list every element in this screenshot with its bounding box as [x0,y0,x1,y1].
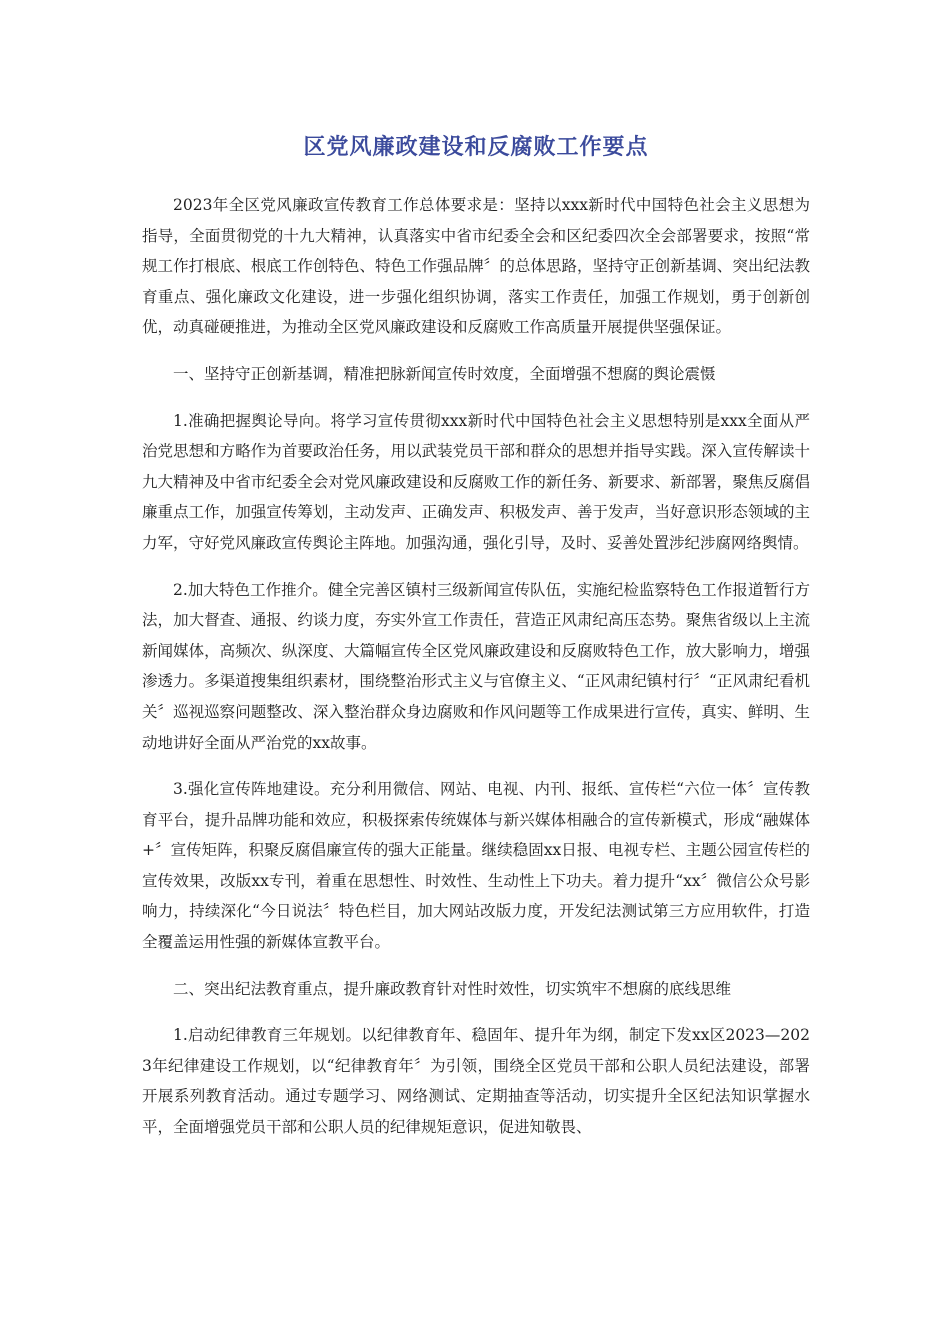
section-heading-1: 一、坚持守正创新基调，精准把脉新闻宣传时效度，全面增强不想腐的舆论震慑 [173,364,716,383]
paragraph-1-1: 1.准确把握舆论导向。将学习宣传贯彻xxx新时代中国特色社会主义思想特别是xxx全面从严治党思想和方略作为首要政治任务，用以武装党员干部和群众的思想并指导实践。深入宣传解读十九大精神及中省市纪委全会对党风廉政建设和反腐败工作的新任务、新要求、新部署，聚焦反腐倡廉重点工作，加强宣传筹划，主动发声、正确发声、积极发声、善于发声，当好意识形态领域的主力军，守好党风廉政宣传舆论主阵地。加强沟通，强化引导，及时、妥善处置涉纪涉腐网络舆情。 [142,411,810,552]
paragraph-intro: 2023年全区党风廉政宣传教育工作总体要求是：坚持以xxx新时代中国特色社会主义思想为指导，全面贯彻党的十九大精神，认真落实中省市纪委全会和区纪委四次全会部署要求，按照“常规工作打根底、根底工作创特色、特色工作强品牌〞的总体思路，坚持守正创新基调、突出纪法教育重点、强化廉政文化建设，进一步强化组织协调，落实工作责任，加强工作规划，勇于创新创优，动真碰硬推进，为推动全区党风廉政建设和反腐败工作高质量开展提供坚强保证。 [142,196,810,337]
section-heading-2: 二、突出纪法教育重点，提升廉政教育针对性时效性，切实筑牢不想腐的底线思维 [173,979,732,998]
paragraph-2-1: 1.启动纪律教育三年规划。以纪律教育年、稳固年、提升年为纲，制定下发xx区2023—2023年纪律建设工作规划，以“纪律教育年〞为引领，围绕全区党员干部和公职人员纪法建设，部署开展系列教育活动。通过专题学习、网络测试、定期抽查等活动，切实提升全区纪法知识掌握水平，全面增强党员干部和公职人员的纪律规矩意识，促进知敬畏、 [142,1026,810,1137]
paragraph-1-2: 2.加大特色工作推介。健全完善区镇村三级新闻宣传队伍，实施纪检监察特色工作报道暂行方法，加大督查、通报、约谈力度，夯实外宣工作责任，营造正风肃纪高压态势。聚焦省级以上主流新闻媒体，高频次、纵深度、大篇幅宣传全区党风廉政建设和反腐败特色工作，放大影响力，增强渗透力。多渠道搜集组织素材，围绕整治形式主义与官僚主义、“正风肃纪镇村行〞“正风肃纪看机关〞巡视巡察问题整改、深入整治群众身边腐败和作风问题等工作成果进行宣传，真实、鲜明、生动地讲好全面从严治党的xx故事。 [142,580,810,752]
document-page [142,128,810,1159]
paragraph-1-3: 3.强化宣传阵地建设。充分利用微信、网站、电视、内刊、报纸、宣传栏“六位一体〞宣传教育平台，提升品牌功能和效应，积极探索传统媒体与新兴媒体相融合的宣传新模式，形成“融媒体+〞宣传矩阵，积聚反腐倡廉宣传的强大正能量。继续稳固xx日报、电视专栏、主题公园宣传栏的宣传效果，改版xx专刊，着重在思想性、时效性、生动性上下功夫。着力提升“xx〞微信公众号影响力，持续深化“今日说法〞特色栏目，加大网站改版力度，开发纪法测试第三方应用软件，打造全覆盖运用性强的新媒体宣教平台。 [142,780,810,952]
page-title: 区党风廉政建设和反腐败工作要点 [303,135,649,160]
